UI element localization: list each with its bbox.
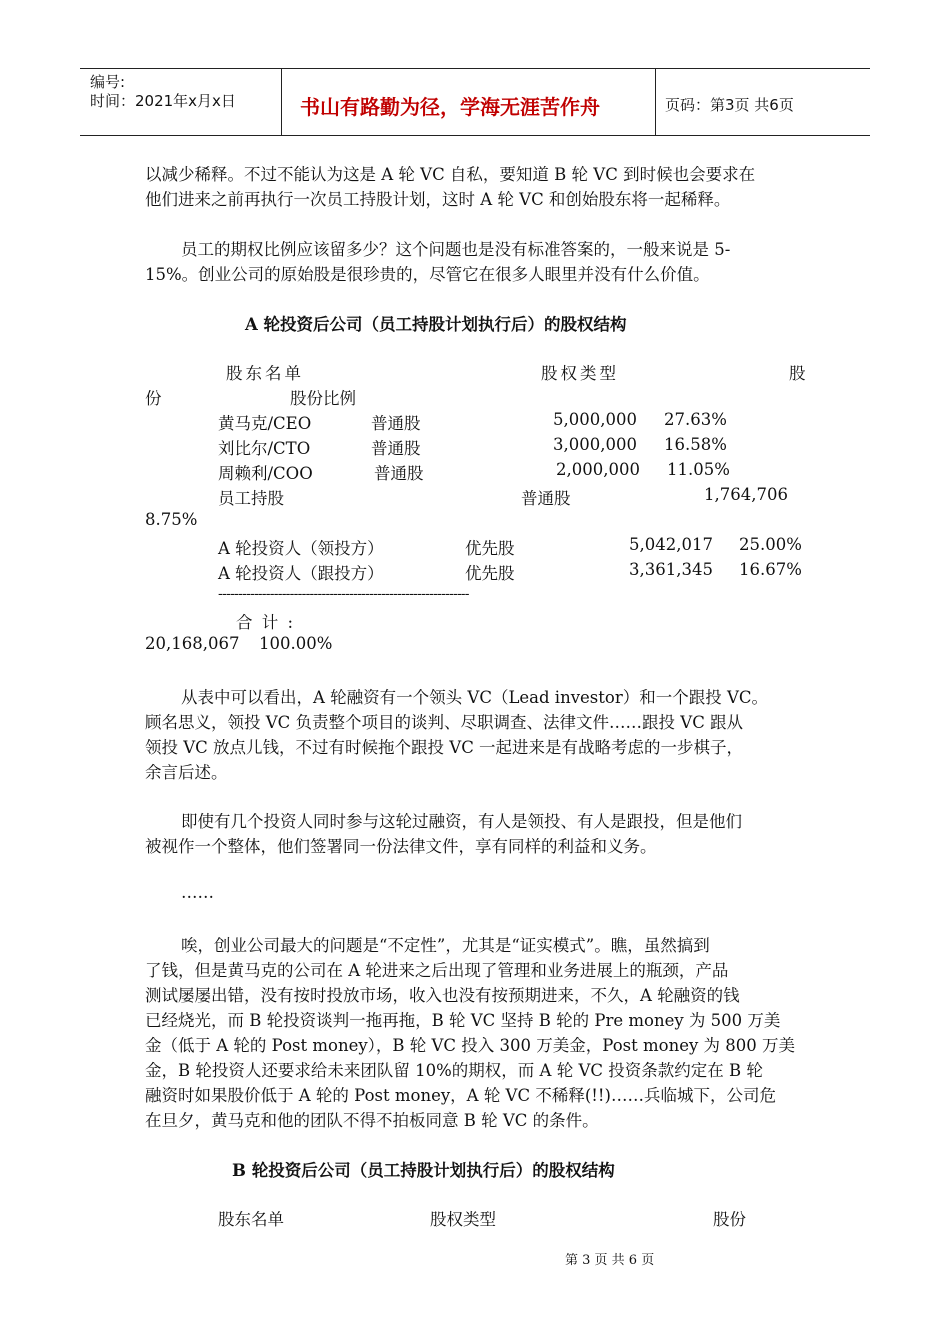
table-b-title: B 轮投资后公司（员工持股计划执行后）的股权结构	[232, 1161, 615, 1180]
table-a-row-4-ratio: 8.75%	[145, 510, 198, 529]
paragraph-5-line-4: 已经烧光，而 B 轮投资谈判一拖再拖，B 轮 VC 坚持 B 轮的 Pre money 为 500 万美	[145, 1011, 781, 1030]
table-a-row-5-name: A 轮投资人（领投方）	[218, 539, 384, 558]
table-a-header-name: 股东名单	[226, 364, 304, 383]
paragraph-5-line-7: 融资时如果股价低于 A 轮的 Post money，A 轮 VC 不稀释(!!)……兵临城下，公司危	[145, 1086, 776, 1105]
table-a-row-4-name: 员工持股	[218, 489, 284, 508]
header-divider-left	[281, 68, 282, 136]
table-a-header-shares-a: 股	[789, 364, 806, 383]
header-top-rule	[80, 68, 870, 69]
table-a-divider: ---------------------------------------------------------------	[218, 586, 469, 602]
table-a-row-5-ratio: 25.00%	[739, 535, 802, 554]
table-a-row-6-name: A 轮投资人（跟投方）	[218, 564, 384, 583]
paragraph-2-line-1: 员工的期权比例应该留多少？这个问题也是没有标准答案的，一般来说是 5-	[181, 240, 731, 259]
paragraph-2-line-2: 15%。创业公司的原始股是很珍贵的，尽管它在很多人眼里并没有什么价值。	[145, 265, 710, 284]
document-date: 时间：2021年x月x日	[90, 92, 236, 110]
paragraph-4-line-2: 被视作一个整体，他们签署同一份法律文件，享有同样的利益和义务。	[145, 837, 657, 856]
table-a-row-5-type: 优先股	[465, 539, 515, 558]
table-a-row-2-ratio: 16.58%	[664, 435, 727, 454]
table-a-header-shares-b: 份	[145, 389, 162, 408]
paragraph-4-line-1: 即使有几个投资人同时参与这轮过融资，有人是领投、有人是跟投，但是他们	[181, 812, 742, 831]
table-b-header-type: 股权类型	[430, 1210, 496, 1229]
paragraph-5-line-2: 了钱，但是黄马克的公司在 A 轮进来之后出现了管理和业务进展上的瓶颈，产品	[145, 961, 729, 980]
table-a-row-6-type: 优先股	[465, 564, 515, 583]
header-motto: 书山有路勤为径，学海无涯苦作舟	[300, 95, 600, 119]
table-a-total-label: 合 计 :	[236, 613, 296, 632]
paragraph-5-line-6: 金，B 轮投资人还要求给未来团队留 10%的期权，而 A 轮 VC 投资条款约定在 B 轮	[145, 1061, 763, 1080]
header-page-info: 页码：第3页 共6页	[665, 96, 794, 114]
table-a-row-1-shares: 5,000,000	[553, 410, 637, 429]
paragraph-3-line-1: 从表中可以看出，A 轮融资有一个领头 VC（Lead investor）和一个跟投 VC。	[181, 688, 769, 707]
table-b-header-name: 股东名单	[218, 1210, 284, 1229]
paragraph-5-line-3: 测试屡屡出错，没有按时投放市场，收入也没有按预期进来，不久，A 轮融资的钱	[145, 986, 740, 1005]
table-a-row-2-name: 刘比尔/CTO	[218, 439, 311, 458]
paragraph-5-line-1: 唉，创业公司最大的问题是“不定性”，尤其是“证实模式”。瞧，虽然搞到	[181, 936, 710, 955]
table-a-row-2-shares: 3,000,000	[553, 435, 637, 454]
table-a-row-5-shares: 5,042,017	[629, 535, 713, 554]
table-a-row-3-ratio: 11.05%	[667, 460, 730, 479]
table-a-row-3-type: 普通股	[374, 464, 424, 483]
table-a-row-6-shares: 3,361,345	[629, 560, 713, 579]
paragraph-3-line-2: 顾名思义，领投 VC 负责整个项目的谈判、尽职调查、法律文件……跟投 VC 跟从	[145, 713, 744, 732]
table-a-row-1-name: 黄马克/CEO	[218, 414, 312, 433]
table-a-row-3-shares: 2,000,000	[556, 460, 640, 479]
table-a-total-ratio: 100.00%	[259, 634, 333, 653]
header-divider-right	[655, 68, 656, 136]
ellipsis: ……	[181, 883, 214, 902]
header-bottom-rule	[80, 135, 870, 136]
table-a-row-3-name: 周赖利/COO	[218, 464, 313, 483]
table-a-row-1-ratio: 27.63%	[664, 410, 727, 429]
paragraph-1-line-2: 他们进来之前再执行一次员工持股计划，这时 A 轮 VC 和创始股东将一起稀释。	[145, 190, 731, 209]
paragraph-3-line-4: 余言后述。	[145, 763, 228, 782]
table-b-header-shares: 股份	[713, 1210, 746, 1229]
table-a-row-1-type: 普通股	[371, 414, 421, 433]
table-a-header-type: 股权类型	[541, 364, 619, 383]
table-a-row-6-ratio: 16.67%	[739, 560, 802, 579]
paragraph-1-line-1: 以减少稀释。不过不能认为这是 A 轮 VC 自私，要知道 B 轮 VC 到时候也会要求在	[145, 165, 756, 184]
paragraph-5-line-5: 金（低于 A 轮的 Post money），B 轮 VC 投入 300 万美金，Post money 为 800 万美	[145, 1036, 796, 1055]
paragraph-5-line-8: 在旦夕，黄马克和他的团队不得不拍板同意 B 轮 VC 的条件。	[145, 1111, 599, 1130]
page-footer: 第 3 页 共 6 页	[565, 1253, 655, 1268]
table-a-row-4-shares: 1,764,706	[704, 485, 788, 504]
paragraph-3-line-3: 领投 VC 放点儿钱，不过有时候拖个跟投 VC 一起进来是有战略考虑的一步棋子，	[145, 738, 744, 757]
table-a-row-4-type: 普通股	[521, 489, 571, 508]
table-a-title: A 轮投资后公司（员工持股计划执行后）的股权结构	[245, 315, 627, 334]
document-number-label: 编号:	[90, 73, 126, 91]
table-a-total-shares: 20,168,067	[145, 634, 240, 653]
table-a-row-2-type: 普通股	[371, 439, 421, 458]
table-a-header-ratio: 股份比例	[290, 389, 356, 408]
